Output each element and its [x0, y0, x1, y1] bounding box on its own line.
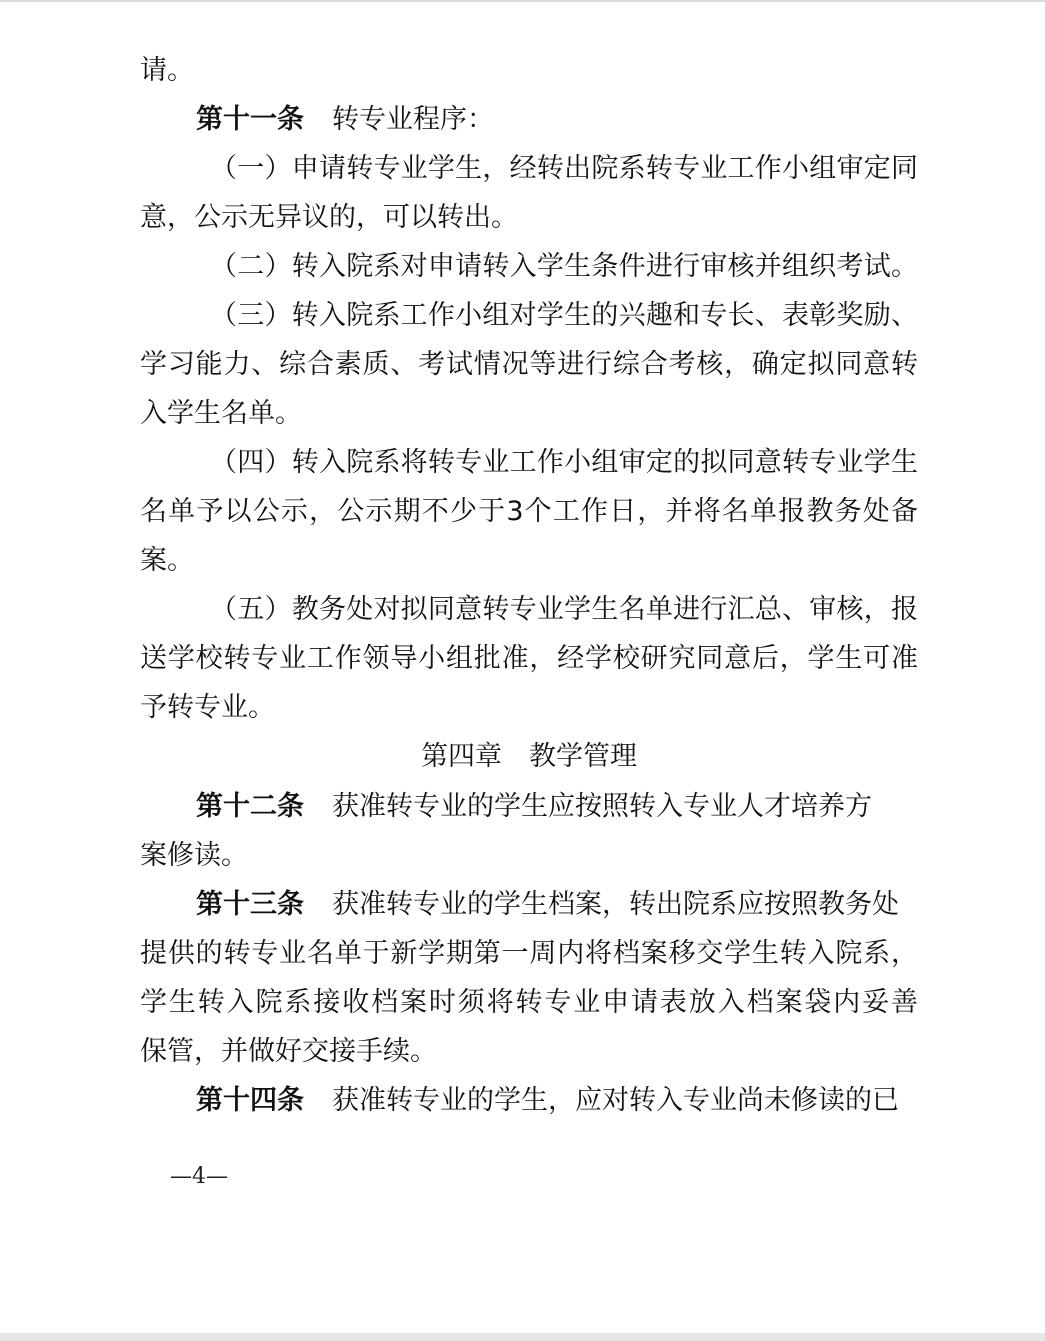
article-label: 第十三条	[196, 889, 304, 920]
article-text: 获准转专业的学生，应对转入专业尚未修读的已	[332, 1085, 899, 1116]
line-text: （五）教务处对拟同意转专业学生名单进行汇总、审核，报	[210, 594, 918, 625]
line-text: （四）转入院系将转专业工作小组审定的拟同意转专业学生	[210, 447, 918, 478]
article-12-heading	[196, 787, 872, 827]
line-text: 予转专业。	[140, 692, 275, 723]
article-14-heading	[196, 1081, 899, 1121]
article-13-heading	[196, 885, 899, 925]
article-text: 转专业程序：	[332, 104, 494, 135]
text-line-09	[210, 443, 918, 483]
text-line-12	[210, 590, 918, 630]
line-text: 学生转入院系接收档案时须将转专业申请表放入档案袋内妥善	[140, 987, 918, 1018]
article-label: 第十一条	[196, 104, 304, 135]
line-text: （三）转入院系工作小组对学生的兴趣和专长、表彰奖励、	[210, 300, 918, 331]
article-label: 第十二条	[196, 791, 304, 822]
text-line-19	[140, 934, 918, 974]
page-number: —4—	[170, 1164, 228, 1189]
text-line-20	[140, 983, 918, 1023]
line-text: 名单予以公示，公示期不少于3个工作日，并将名单报教务处备	[140, 496, 918, 527]
article-text: 获准转专业的学生应按照转入专业人才培养方	[332, 791, 872, 822]
line-text: 案修读。	[140, 840, 248, 871]
line-text: 学习能力、综合素质、考试情况等进行综合考核，确定拟同意转	[140, 349, 918, 380]
line-text: （二）转入院系对申请转入学生条件进行审核并组织考试。	[210, 251, 918, 282]
line-text: 案。	[140, 545, 194, 576]
text-line-04	[140, 198, 518, 238]
text-line-17	[140, 836, 248, 876]
article-11-heading	[196, 100, 494, 140]
chapter-heading	[140, 737, 918, 777]
text-line-14	[140, 688, 275, 728]
line-text: 提供的转专业名单于新学期第一周内将档案移交学生转入院系，	[140, 938, 918, 969]
line-text: 意，公示无异议的，可以转出。	[140, 202, 518, 233]
text-line-05	[210, 247, 918, 287]
text-line-08	[140, 394, 302, 434]
text-line-01	[140, 51, 194, 91]
line-text: 请。	[140, 55, 194, 86]
chapter-title: 第四章 教学管理	[421, 741, 637, 772]
line-text: 送学校转专业工作领导小组批准，经学校研究同意后，学生可准	[140, 643, 918, 674]
text-line-13	[140, 639, 918, 679]
article-label: 第十四条	[196, 1085, 304, 1116]
text-line-21	[140, 1032, 437, 1072]
text-line-07	[140, 345, 918, 385]
page-top-border	[0, 0, 1045, 2]
text-line-11	[140, 541, 194, 581]
text-line-06	[210, 296, 918, 336]
text-line-03	[210, 149, 918, 189]
line-text: 入学生名单。	[140, 398, 302, 429]
line-text: 保管，并做好交接手续。	[140, 1036, 437, 1067]
article-text: 获准转专业的学生档案，转出院系应按照教务处	[332, 889, 899, 920]
text-line-10	[140, 492, 918, 532]
line-text: （一）申请转专业学生，经转出院系转专业工作小组审定同	[210, 153, 918, 184]
page-bottom-band	[0, 1333, 1045, 1341]
